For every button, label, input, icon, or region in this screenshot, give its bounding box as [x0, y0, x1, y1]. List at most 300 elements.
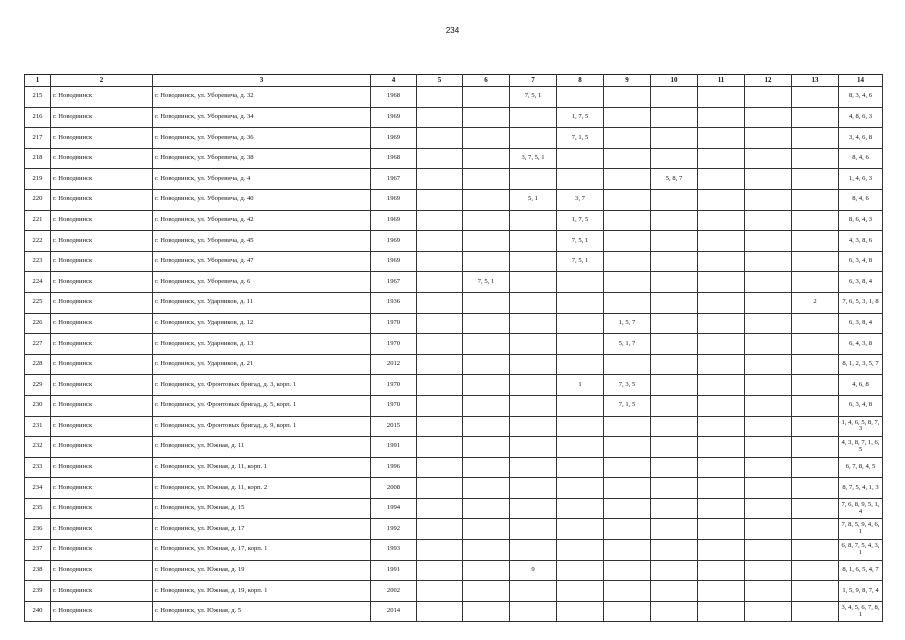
table-cell-col-5	[417, 540, 463, 561]
table-cell-col-3: г. Новодвинск, ул. Уборевича, д. 6	[153, 272, 371, 293]
table-cell-col-1: 216	[25, 107, 51, 128]
column-header-3: 3	[153, 75, 371, 87]
table-cell-col-8	[557, 87, 604, 108]
table-cell-col-9	[604, 231, 651, 252]
table-cell-col-12	[745, 251, 792, 272]
table-cell-col-12	[745, 87, 792, 108]
table-cell-col-13	[792, 457, 839, 478]
table-cell-col-1: 235	[25, 498, 51, 519]
column-header-8: 8	[557, 75, 604, 87]
table-cell-col-11	[698, 375, 745, 396]
table-row	[25, 148, 883, 169]
table-cell-col-8	[557, 560, 604, 581]
table-cell-col-7	[510, 601, 557, 622]
table-cell-col-3: г. Новодвинск, ул. Ударников, д. 11	[153, 292, 371, 313]
page-number: 234	[445, 26, 460, 35]
table-row	[25, 395, 883, 416]
table-cell-col-13	[792, 272, 839, 293]
table-cell-col-7	[510, 519, 557, 540]
table-cell-col-3: г. Новодвинск, ул. Южная, д. 11	[153, 437, 371, 458]
column-header-14: 14	[839, 75, 883, 87]
table-cell-col-2: г. Новодвинск	[51, 272, 153, 293]
table-cell-col-7	[510, 169, 557, 190]
table-cell-col-14: 7, 8, 5, 9, 4, 6, 1	[839, 519, 883, 540]
table-cell-col-1: 219	[25, 169, 51, 190]
table-cell-col-8: 7, 1, 5	[557, 128, 604, 149]
table-cell-col-11	[698, 457, 745, 478]
table-cell-col-7	[510, 313, 557, 334]
table-cell-col-9	[604, 87, 651, 108]
table-cell-col-13	[792, 581, 839, 602]
table-cell-col-14: 4, 3, 8, 6	[839, 231, 883, 252]
table-cell-col-5	[417, 519, 463, 540]
table-cell-col-1: 222	[25, 231, 51, 252]
table-cell-col-12	[745, 560, 792, 581]
table-cell-col-6	[463, 292, 510, 313]
table-cell-col-10	[651, 601, 698, 622]
table-cell-col-9	[604, 292, 651, 313]
table-cell-col-11	[698, 292, 745, 313]
table-cell-col-8: 1, 7, 5	[557, 107, 604, 128]
table-cell-col-7	[510, 375, 557, 396]
table-cell-col-7	[510, 272, 557, 293]
table-cell-col-11	[698, 128, 745, 149]
table-cell-col-3: г. Новодвинск, ул. Уборевича, д. 47	[153, 251, 371, 272]
table-cell-col-1: 226	[25, 313, 51, 334]
table-cell-col-8	[557, 498, 604, 519]
table-cell-col-3: г. Новодвинск, ул. Уборевича, д. 36	[153, 128, 371, 149]
table-cell-col-1: 233	[25, 457, 51, 478]
table-cell-col-4: 1992	[371, 519, 417, 540]
table-cell-col-5	[417, 272, 463, 293]
table-cell-col-9	[604, 601, 651, 622]
table-cell-col-2: г. Новодвинск	[51, 292, 153, 313]
table-cell-col-11	[698, 601, 745, 622]
table-cell-col-12	[745, 519, 792, 540]
table-cell-col-1: 239	[25, 581, 51, 602]
table-cell-col-3: г. Новодвинск, ул. Уборевича, д. 38	[153, 148, 371, 169]
table-cell-col-13	[792, 375, 839, 396]
table-cell-col-3: г. Новодвинск, ул. Южная, д. 19	[153, 560, 371, 581]
table-cell-col-9	[604, 519, 651, 540]
table-cell-col-7	[510, 251, 557, 272]
table-cell-col-3: г. Новодвинск, ул. Уборевича, д. 45	[153, 231, 371, 252]
table-cell-col-14: 8, 1, 6, 5, 4, 7	[839, 560, 883, 581]
table-cell-col-7	[510, 292, 557, 313]
column-header-12: 12	[745, 75, 792, 87]
table-cell-col-14: 6, 7, 8, 4, 5	[839, 457, 883, 478]
table-cell-col-6	[463, 189, 510, 210]
table-cell-col-14: 8, 4, 6	[839, 189, 883, 210]
table-cell-col-2: г. Новодвинск	[51, 560, 153, 581]
table-cell-col-10: 5, 8, 7	[651, 169, 698, 190]
table-cell-col-6	[463, 107, 510, 128]
column-header-1: 1	[25, 75, 51, 87]
table-cell-col-14: 4, 3, 8, 7, 1, 6, 5	[839, 437, 883, 458]
table-cell-col-13	[792, 416, 839, 437]
table-cell-col-8	[557, 437, 604, 458]
table-cell-col-4: 1969	[371, 128, 417, 149]
table-cell-col-10	[651, 375, 698, 396]
table-cell-col-7: 9	[510, 560, 557, 581]
table-row	[25, 272, 883, 293]
table-cell-col-2: г. Новодвинск	[51, 189, 153, 210]
table-cell-col-12	[745, 292, 792, 313]
table-cell-col-4: 1991	[371, 437, 417, 458]
table-cell-col-4: 1991	[371, 560, 417, 581]
table-cell-col-1: 231	[25, 416, 51, 437]
table-cell-col-4: 1968	[371, 87, 417, 108]
table-row	[25, 313, 883, 334]
header-row	[25, 75, 883, 87]
table-cell-col-13	[792, 189, 839, 210]
table-row	[25, 169, 883, 190]
table-cell-col-8	[557, 169, 604, 190]
table-cell-col-6	[463, 560, 510, 581]
table-cell-col-5	[417, 169, 463, 190]
column-header-9: 9	[604, 75, 651, 87]
table-cell-col-5	[417, 478, 463, 499]
table-cell-col-1: 221	[25, 210, 51, 231]
table-cell-col-11	[698, 148, 745, 169]
table-cell-col-3: г. Новодвинск, ул. Южная, д. 11, корп. 1	[153, 457, 371, 478]
table-row	[25, 498, 883, 519]
table-body	[25, 87, 883, 622]
table-cell-col-6	[463, 519, 510, 540]
table-cell-col-3: г. Новодвинск, ул. Южная, д. 17	[153, 519, 371, 540]
table-cell-col-6	[463, 395, 510, 416]
table-cell-col-13	[792, 478, 839, 499]
table-cell-col-10	[651, 107, 698, 128]
table-cell-col-12	[745, 231, 792, 252]
table-cell-col-7	[510, 107, 557, 128]
table-cell-col-2: г. Новодвинск	[51, 107, 153, 128]
table-cell-col-2: г. Новодвинск	[51, 251, 153, 272]
table-cell-col-6	[463, 210, 510, 231]
table-cell-col-14: 6, 3, 4, 8	[839, 395, 883, 416]
table-cell-col-5	[417, 231, 463, 252]
table-cell-col-2: г. Новодвинск	[51, 334, 153, 355]
table-cell-col-7	[510, 231, 557, 252]
housing-table	[24, 74, 883, 622]
table-row	[25, 251, 883, 272]
table-row	[25, 601, 883, 622]
table-cell-col-14: 6, 3, 8, 4	[839, 313, 883, 334]
table-cell-col-3: г. Новодвинск, ул. Южная, д. 19, корп. 1	[153, 581, 371, 602]
table-cell-col-8	[557, 581, 604, 602]
table-cell-col-5	[417, 457, 463, 478]
table-row	[25, 437, 883, 458]
column-header-6: 6	[463, 75, 510, 87]
table-cell-col-14: 8, 3, 4, 6	[839, 87, 883, 108]
table-row	[25, 540, 883, 561]
table-cell-col-8	[557, 395, 604, 416]
table-cell-col-10	[651, 210, 698, 231]
table-cell-col-12	[745, 128, 792, 149]
table-cell-col-6	[463, 251, 510, 272]
table-cell-col-1: 237	[25, 540, 51, 561]
table-cell-col-14: 1, 5, 9, 8, 7, 4	[839, 581, 883, 602]
table-cell-col-9	[604, 416, 651, 437]
table-cell-col-14: 6, 3, 8, 4	[839, 272, 883, 293]
table-cell-col-8: 1, 7, 5	[557, 210, 604, 231]
table-cell-col-6	[463, 581, 510, 602]
table-cell-col-14: 6, 8, 7, 5, 4, 3, 1	[839, 540, 883, 561]
table-cell-col-1: 230	[25, 395, 51, 416]
table-cell-col-11	[698, 107, 745, 128]
table-cell-col-2: г. Новодвинск	[51, 169, 153, 190]
table-cell-col-1: 220	[25, 189, 51, 210]
table-cell-col-7	[510, 581, 557, 602]
table-cell-col-2: г. Новодвинск	[51, 498, 153, 519]
table-cell-col-8	[557, 519, 604, 540]
table-cell-col-2: г. Новодвинск	[51, 601, 153, 622]
table-cell-col-3: г. Новодвинск, ул. Уборевича, д. 34	[153, 107, 371, 128]
table-cell-col-1: 232	[25, 437, 51, 458]
table-row	[25, 354, 883, 375]
table-cell-col-11	[698, 437, 745, 458]
table-cell-col-4: 2012	[371, 354, 417, 375]
table-cell-col-7: 3, 7, 5, 1	[510, 148, 557, 169]
table-cell-col-11	[698, 272, 745, 293]
table-cell-col-6	[463, 334, 510, 355]
table-row	[25, 457, 883, 478]
table-cell-col-8	[557, 457, 604, 478]
table-cell-col-12	[745, 498, 792, 519]
table-cell-col-10	[651, 581, 698, 602]
table-cell-col-10	[651, 87, 698, 108]
table-cell-col-2: г. Новодвинск	[51, 457, 153, 478]
table-cell-col-6	[463, 478, 510, 499]
table-cell-col-4: 1970	[371, 375, 417, 396]
table-cell-col-13	[792, 210, 839, 231]
table-cell-col-2: г. Новодвинск	[51, 395, 153, 416]
table-cell-col-5	[417, 416, 463, 437]
table-cell-col-14: 3, 4, 5, 6, 7, 8, 1	[839, 601, 883, 622]
table-cell-col-9	[604, 437, 651, 458]
table-cell-col-12	[745, 457, 792, 478]
table-cell-col-3: г. Новодвинск, ул. Уборевича, д. 32	[153, 87, 371, 108]
table-cell-col-5	[417, 395, 463, 416]
table-cell-col-13	[792, 231, 839, 252]
column-header-5: 5	[417, 75, 463, 87]
table-cell-col-4: 1969	[371, 107, 417, 128]
table-cell-col-10	[651, 231, 698, 252]
table-cell-col-10	[651, 334, 698, 355]
table-cell-col-5	[417, 498, 463, 519]
table-cell-col-13: 2	[792, 292, 839, 313]
table-cell-col-4: 2015	[371, 416, 417, 437]
table-row	[25, 231, 883, 252]
table-cell-col-11	[698, 540, 745, 561]
table-cell-col-10	[651, 148, 698, 169]
table-cell-col-12	[745, 375, 792, 396]
table-cell-col-9	[604, 498, 651, 519]
table-cell-col-14: 6, 4, 3, 8	[839, 334, 883, 355]
table-cell-col-1: 228	[25, 354, 51, 375]
table-cell-col-6	[463, 169, 510, 190]
table-cell-col-13	[792, 601, 839, 622]
table-cell-col-14: 7, 6, 8, 9, 5, 1, 4	[839, 498, 883, 519]
table-cell-col-1: 229	[25, 375, 51, 396]
table-cell-col-1: 240	[25, 601, 51, 622]
table-cell-col-7	[510, 437, 557, 458]
column-header-10: 10	[651, 75, 698, 87]
table-cell-col-5	[417, 128, 463, 149]
table-cell-col-14: 8, 1, 2, 3, 5, 7	[839, 354, 883, 375]
table-cell-col-4: 2008	[371, 478, 417, 499]
table-cell-col-7	[510, 395, 557, 416]
table-cell-col-10	[651, 354, 698, 375]
table-cell-col-7	[510, 498, 557, 519]
table-cell-col-12	[745, 540, 792, 561]
table-cell-col-1: 236	[25, 519, 51, 540]
table-cell-col-11	[698, 334, 745, 355]
table-cell-col-11	[698, 210, 745, 231]
table-cell-col-8	[557, 416, 604, 437]
table-cell-col-4: 1996	[371, 457, 417, 478]
table-cell-col-5	[417, 334, 463, 355]
table-cell-col-8	[557, 272, 604, 293]
table-cell-col-14: 6, 3, 4, 8	[839, 251, 883, 272]
table-cell-col-11	[698, 354, 745, 375]
table-cell-col-3: г. Новодвинск, ул. Ударников, д. 21	[153, 354, 371, 375]
table-cell-col-2: г. Новодвинск	[51, 540, 153, 561]
table-cell-col-13	[792, 128, 839, 149]
table-cell-col-8: 7, 5, 1	[557, 251, 604, 272]
table-cell-col-10	[651, 437, 698, 458]
table-cell-col-5	[417, 354, 463, 375]
table-cell-col-6	[463, 437, 510, 458]
table-row	[25, 519, 883, 540]
table-cell-col-13	[792, 560, 839, 581]
table-cell-col-6	[463, 457, 510, 478]
table-cell-col-10	[651, 395, 698, 416]
table-cell-col-1: 234	[25, 478, 51, 499]
table-cell-col-6: 7, 5, 1	[463, 272, 510, 293]
table-cell-col-8: 7, 5, 1	[557, 231, 604, 252]
table-cell-col-5	[417, 437, 463, 458]
table-cell-col-12	[745, 107, 792, 128]
table-cell-col-7	[510, 354, 557, 375]
table-cell-col-13	[792, 169, 839, 190]
table-cell-col-12	[745, 313, 792, 334]
table-cell-col-1: 224	[25, 272, 51, 293]
table-cell-col-3: г. Новодвинск, ул. Уборевича, д. 42	[153, 210, 371, 231]
table-cell-col-13	[792, 540, 839, 561]
table-cell-col-3: г. Новодвинск, ул. Южная, д. 17, корп. 1	[153, 540, 371, 561]
table-cell-col-9	[604, 210, 651, 231]
table-cell-col-4: 1970	[371, 334, 417, 355]
table-cell-col-13	[792, 437, 839, 458]
table-row	[25, 189, 883, 210]
table-cell-col-4: 1968	[371, 148, 417, 169]
table-cell-col-11	[698, 189, 745, 210]
table-cell-col-11	[698, 560, 745, 581]
table-cell-col-5	[417, 87, 463, 108]
table-cell-col-11	[698, 313, 745, 334]
table-cell-col-9	[604, 560, 651, 581]
table-cell-col-13	[792, 498, 839, 519]
table-cell-col-9	[604, 581, 651, 602]
table-cell-col-6	[463, 416, 510, 437]
table-cell-col-11	[698, 251, 745, 272]
table-cell-col-11	[698, 519, 745, 540]
table-cell-col-13	[792, 87, 839, 108]
table-cell-col-9	[604, 457, 651, 478]
table-cell-col-9	[604, 354, 651, 375]
table-cell-col-7	[510, 416, 557, 437]
table-row	[25, 128, 883, 149]
table-cell-col-2: г. Новодвинск	[51, 128, 153, 149]
table-cell-col-3: г. Новодвинск, ул. Фронтовых бригад, д. 5, корп. 1	[153, 395, 371, 416]
table-cell-col-1: 225	[25, 292, 51, 313]
table-cell-col-7	[510, 334, 557, 355]
table-cell-col-12	[745, 437, 792, 458]
table-row	[25, 334, 883, 355]
table-cell-col-4: 2002	[371, 581, 417, 602]
column-header-7: 7	[510, 75, 557, 87]
table-cell-col-10	[651, 128, 698, 149]
table-cell-col-11	[698, 231, 745, 252]
table-row	[25, 581, 883, 602]
table-cell-col-4: 1969	[371, 251, 417, 272]
table-cell-col-13	[792, 148, 839, 169]
table-cell-col-14: 1, 4, 6, 3	[839, 169, 883, 190]
table-cell-col-10	[651, 292, 698, 313]
column-header-4: 4	[371, 75, 417, 87]
table-cell-col-14: 8, 7, 5, 4, 1, 3	[839, 478, 883, 499]
table-cell-col-2: г. Новодвинск	[51, 354, 153, 375]
table-cell-col-8: 3, 7	[557, 189, 604, 210]
table-cell-col-9: 1, 5, 7	[604, 313, 651, 334]
table-cell-col-10	[651, 560, 698, 581]
table-cell-col-8	[557, 354, 604, 375]
table-cell-col-13	[792, 313, 839, 334]
table-cell-col-11	[698, 478, 745, 499]
table-row	[25, 107, 883, 128]
table-cell-col-8	[557, 292, 604, 313]
table-cell-col-1: 215	[25, 87, 51, 108]
table-cell-col-7	[510, 457, 557, 478]
table-cell-col-5	[417, 148, 463, 169]
table-row	[25, 478, 883, 499]
table-cell-col-12	[745, 210, 792, 231]
table-cell-col-2: г. Новодвинск	[51, 437, 153, 458]
table-cell-col-4: 1969	[371, 189, 417, 210]
table-cell-col-3: г. Новодвинск, ул. Уборевича, д. 4	[153, 169, 371, 190]
table-cell-col-6	[463, 148, 510, 169]
table-cell-col-12	[745, 395, 792, 416]
table-cell-col-5	[417, 560, 463, 581]
table-cell-col-4: 1970	[371, 395, 417, 416]
table-cell-col-12	[745, 334, 792, 355]
table-cell-col-1: 227	[25, 334, 51, 355]
table-header	[25, 75, 883, 87]
table-row	[25, 375, 883, 396]
table-cell-col-2: г. Новодвинск	[51, 416, 153, 437]
table-cell-col-2: г. Новодвинск	[51, 478, 153, 499]
table-cell-col-13	[792, 354, 839, 375]
table-cell-col-2: г. Новодвинск	[51, 519, 153, 540]
table-cell-col-13	[792, 519, 839, 540]
table-cell-col-4: 1970	[371, 313, 417, 334]
table-cell-col-7: 7, 5, 1	[510, 87, 557, 108]
table-cell-col-8	[557, 601, 604, 622]
table-cell-col-1: 217	[25, 128, 51, 149]
table-cell-col-7	[510, 478, 557, 499]
table-cell-col-13	[792, 334, 839, 355]
